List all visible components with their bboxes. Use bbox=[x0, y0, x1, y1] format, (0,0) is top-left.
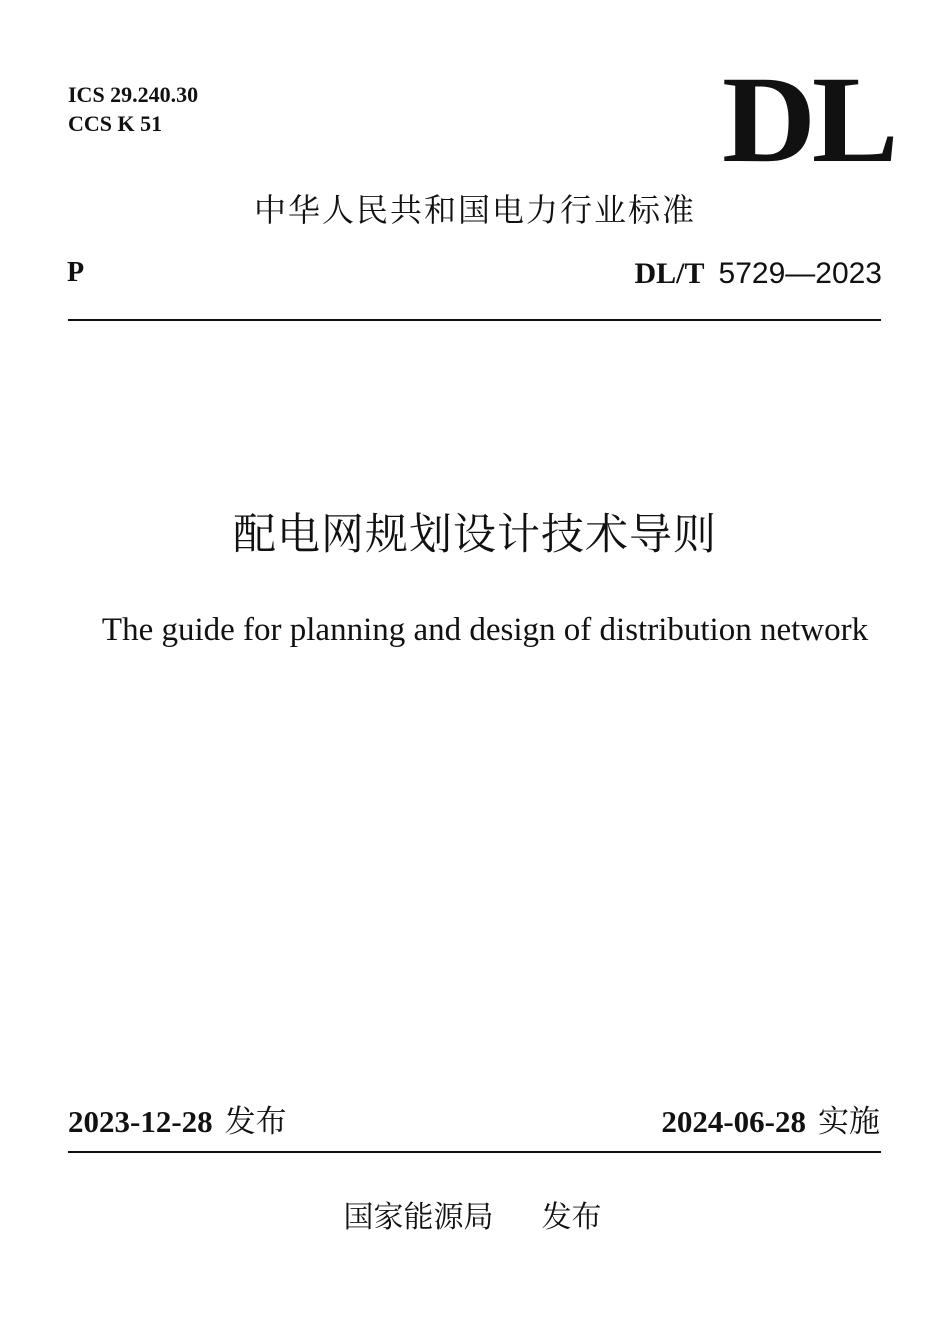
standard-category-title: 中华人民共和国电力行业标准 bbox=[253, 191, 696, 229]
publisher-name: 国家能源局 bbox=[343, 1200, 494, 1235]
standard-number bbox=[634, 257, 882, 291]
standard-number-prefix: DL/T bbox=[634, 257, 705, 290]
effective-label: 实施 bbox=[818, 1104, 880, 1140]
standard-number-value: 5729—2023 bbox=[718, 257, 882, 290]
top-divider bbox=[68, 319, 881, 321]
publisher-action: 发布 bbox=[541, 1200, 602, 1235]
ics-code: ICS 29.240.30 bbox=[68, 82, 199, 107]
publisher-line bbox=[0, 1198, 950, 1238]
ccs-code: CCS K 51 bbox=[68, 111, 163, 136]
document-title-chinese: 配电网规划设计技术导则 bbox=[233, 510, 717, 560]
effective-date-line bbox=[661, 1102, 880, 1142]
issue-label: 发布 bbox=[224, 1104, 287, 1140]
issue-date: 2023-12-28 bbox=[68, 1104, 213, 1139]
issue-date-line bbox=[68, 1102, 287, 1142]
effective-date: 2024-06-28 bbox=[661, 1104, 806, 1139]
document-title-english: The guide for planning and design of distribution network bbox=[101, 612, 869, 648]
bottom-divider bbox=[68, 1151, 881, 1153]
classification-letter: P bbox=[67, 257, 85, 288]
dl-logo: DL bbox=[722, 51, 895, 188]
